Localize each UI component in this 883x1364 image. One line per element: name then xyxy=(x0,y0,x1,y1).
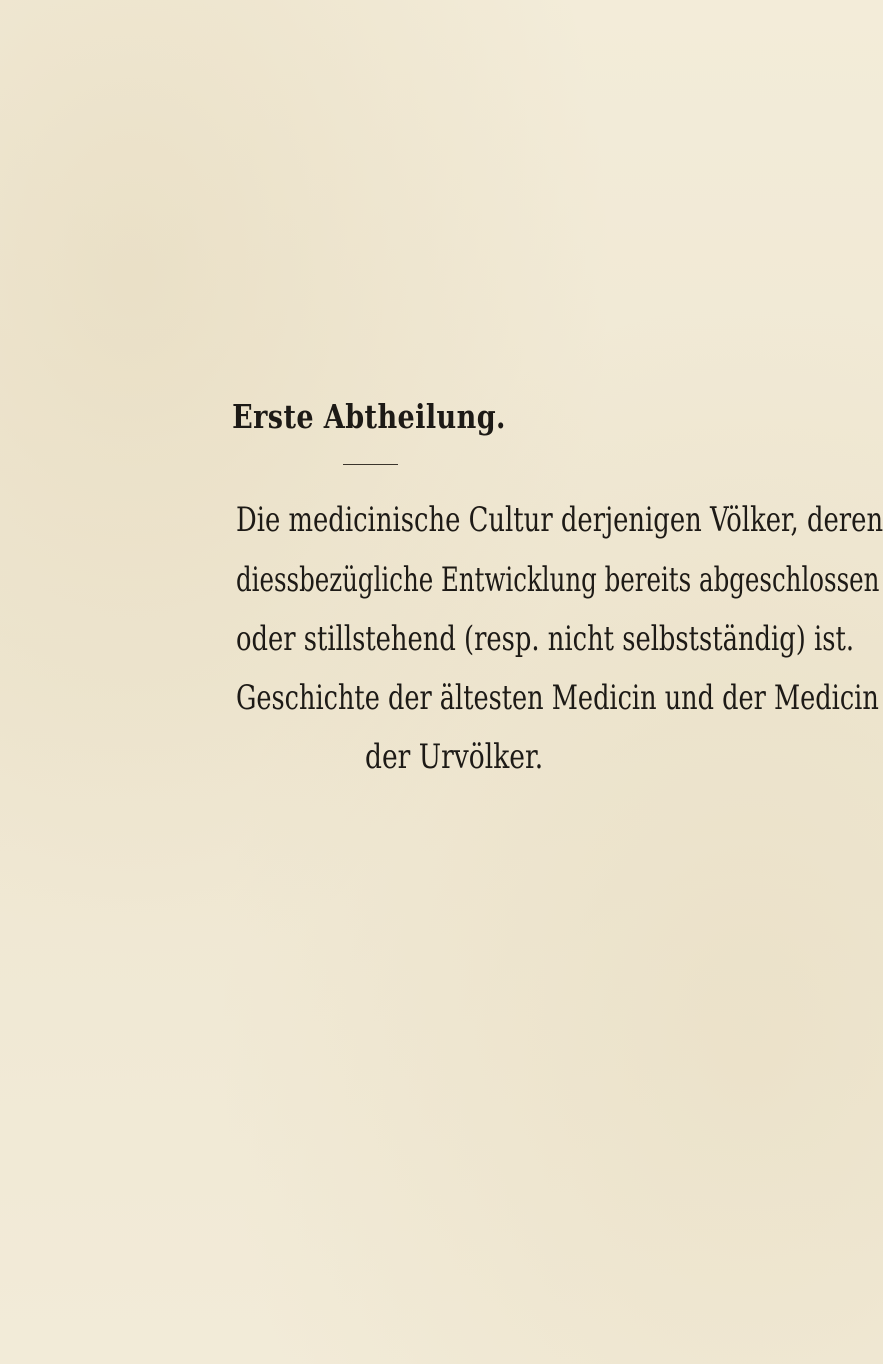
description-line: diessbezügliche Entwicklung bereits abgeschlossen xyxy=(236,560,880,600)
description-line: Die medicinische Cultur derjenigen Völker, deren xyxy=(236,500,883,540)
description-line: oder stillstehend (resp. nicht selbstständig) ist. xyxy=(236,619,855,659)
section-heading: Erste Abtheilung. xyxy=(232,397,506,436)
heading-divider xyxy=(343,464,398,465)
description-line: der Urvölker. xyxy=(365,737,544,777)
description-line: Geschichte der ältesten Medicin und der Medicin xyxy=(236,678,879,718)
